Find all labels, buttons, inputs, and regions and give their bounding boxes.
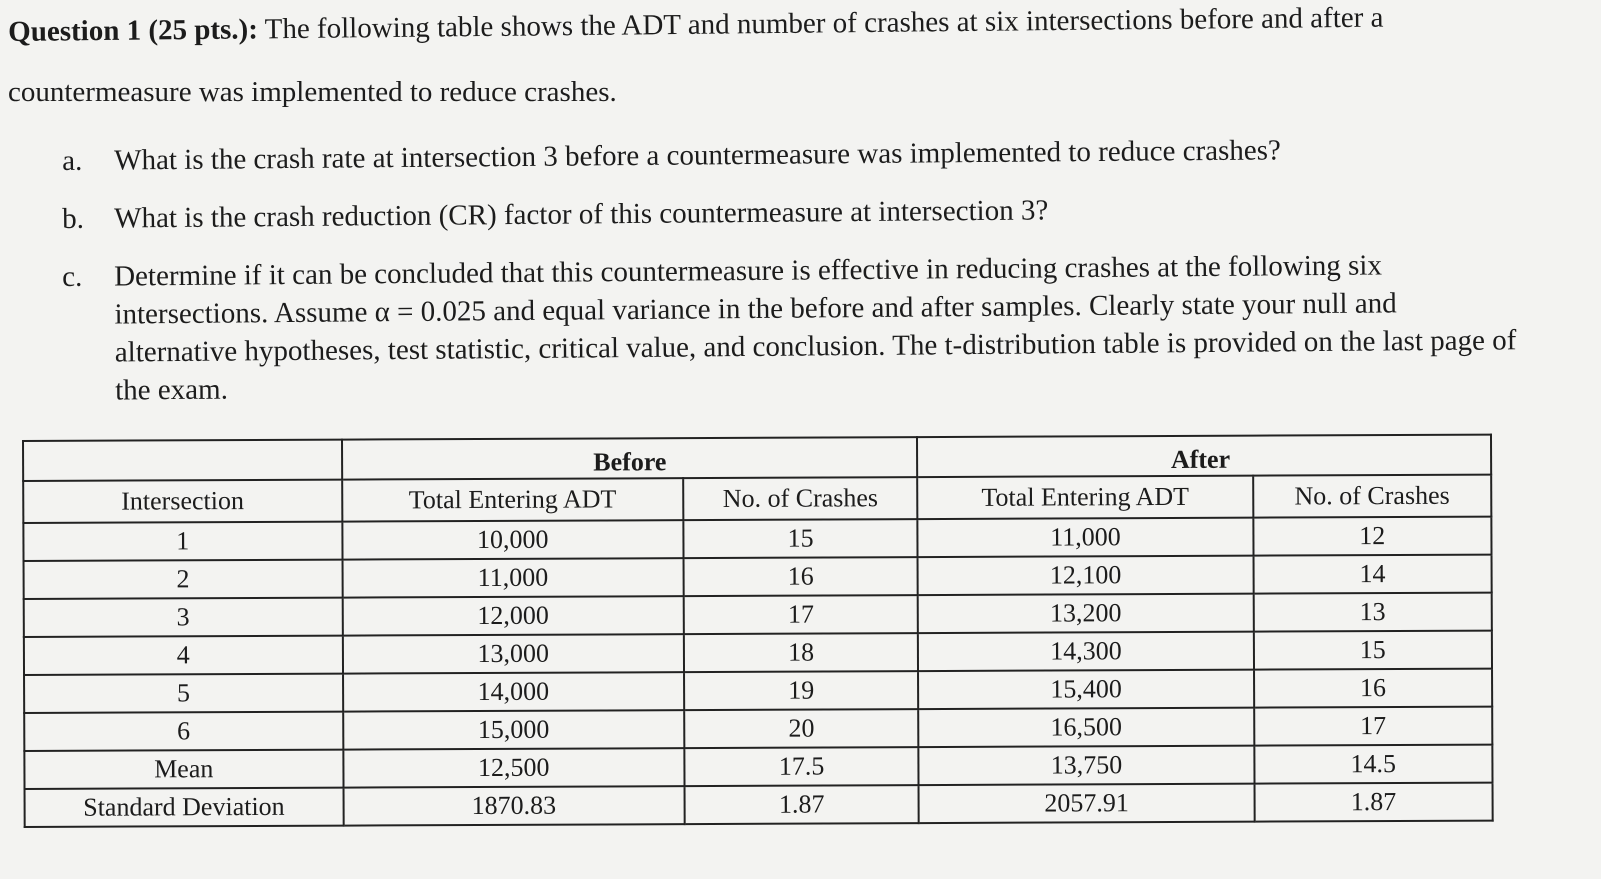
cell-before-adt: 12,500: [343, 748, 684, 787]
cell-intersection: Standard Deviation: [25, 788, 344, 827]
cell-after-adt: 13,200: [918, 594, 1253, 633]
cell-after-adt: 13,750: [919, 746, 1254, 785]
cell-before-adt: 12,000: [342, 596, 683, 635]
cell-intersection: 1: [23, 522, 342, 561]
part-text: What is the crash reduction (CR) factor of this countermeasure at intersection 3?: [114, 194, 1049, 235]
question-title: [8, 0, 1548, 50]
part-text: What is the crash rate at intersection 3 before a countermeasure was implemented to reduce crashes?: [114, 134, 1281, 177]
header-before-adt: Total Entering ADT: [342, 478, 683, 521]
cell-before-adt: 11,000: [342, 558, 683, 597]
group-before: Before: [342, 437, 918, 480]
cell-after-crashes: 12: [1253, 517, 1492, 556]
part-label: a.: [62, 144, 83, 177]
table-row: [23, 517, 1491, 561]
cell-after-crashes: 14.5: [1254, 745, 1493, 784]
cell-intersection: Mean: [24, 750, 343, 789]
crash-data-table: [22, 434, 1494, 828]
header-after-adt: Total Entering ADT: [917, 476, 1253, 519]
cell-after-adt: 14,300: [918, 632, 1253, 671]
cell-before-adt: 13,000: [343, 634, 684, 673]
header-after-crashes: No. of Crashes: [1253, 475, 1492, 518]
cell-intersection: 2: [24, 560, 343, 599]
part-a: [62, 129, 1522, 180]
cell-before-adt: 10,000: [342, 520, 683, 559]
question-intro-continued: countermeasure was implemented to reduce crashes.: [8, 76, 617, 108]
table-row-std-dev: [25, 783, 1493, 827]
table-row-mean: [24, 745, 1492, 789]
cell-before-crashes: 15: [683, 519, 918, 558]
part-text: Determine if it can be concluded that this countermeasure is effective in reducing crashes at the following six intersections. Assume α = 0.025 and equal variance in the before and after samples. Clearly state your null and alternative hypotheses, test statistic, critical value, and conclusion. The t-distribution table is provided on the last page of the exam.: [114, 249, 1517, 407]
question-intro: The following table shows the ADT and number of crashes at six intersections before and after a: [257, 1, 1384, 46]
cell-after-adt: 15,400: [918, 670, 1253, 709]
cell-after-adt: 11,000: [918, 518, 1253, 557]
cell-after-adt: 16,500: [919, 708, 1254, 747]
cell-before-crashes: 19: [684, 671, 919, 710]
header-before-crashes: No. of Crashes: [683, 477, 918, 520]
cell-intersection: 6: [24, 712, 343, 751]
cell-after-adt: 2057.91: [919, 784, 1254, 823]
table-row: [24, 593, 1492, 637]
cell-before-crashes: 1.87: [684, 785, 919, 824]
group-empty-cell: [23, 440, 342, 481]
part-b: [62, 187, 1522, 238]
cell-intersection: 4: [24, 636, 343, 675]
question-label: Question 1 (25 pts.):: [8, 13, 259, 48]
part-label: b.: [62, 202, 85, 235]
cell-after-crashes: 16: [1254, 669, 1493, 708]
cell-before-crashes: 20: [684, 709, 919, 748]
group-after: After: [917, 435, 1491, 478]
cell-after-crashes: 1.87: [1254, 783, 1493, 822]
table-row: [24, 669, 1492, 713]
cell-intersection: 3: [24, 598, 343, 637]
cell-before-crashes: 18: [684, 633, 919, 672]
cell-intersection: 5: [24, 674, 343, 713]
cell-before-adt: 1870.83: [343, 786, 684, 825]
header-intersection: Intersection: [23, 480, 342, 523]
cell-before-crashes: 16: [683, 557, 918, 596]
question-parts: [62, 134, 1522, 410]
part-label: c.: [62, 260, 83, 293]
cell-after-adt: 12,100: [918, 556, 1253, 595]
cell-after-crashes: 13: [1253, 593, 1492, 632]
table-column-header: [23, 475, 1491, 523]
cell-after-crashes: 15: [1254, 631, 1493, 670]
cell-before-crashes: 17.5: [684, 747, 919, 786]
part-c: [62, 245, 1523, 410]
table-row: [24, 631, 1492, 675]
cell-before-adt: 14,000: [343, 672, 684, 711]
table-row: [24, 555, 1492, 599]
table-group-header: [23, 435, 1491, 481]
table-row: [24, 707, 1492, 751]
cell-before-crashes: 17: [684, 595, 919, 634]
cell-before-adt: 15,000: [343, 710, 684, 749]
cell-after-crashes: 17: [1254, 707, 1493, 746]
cell-after-crashes: 14: [1253, 555, 1492, 594]
